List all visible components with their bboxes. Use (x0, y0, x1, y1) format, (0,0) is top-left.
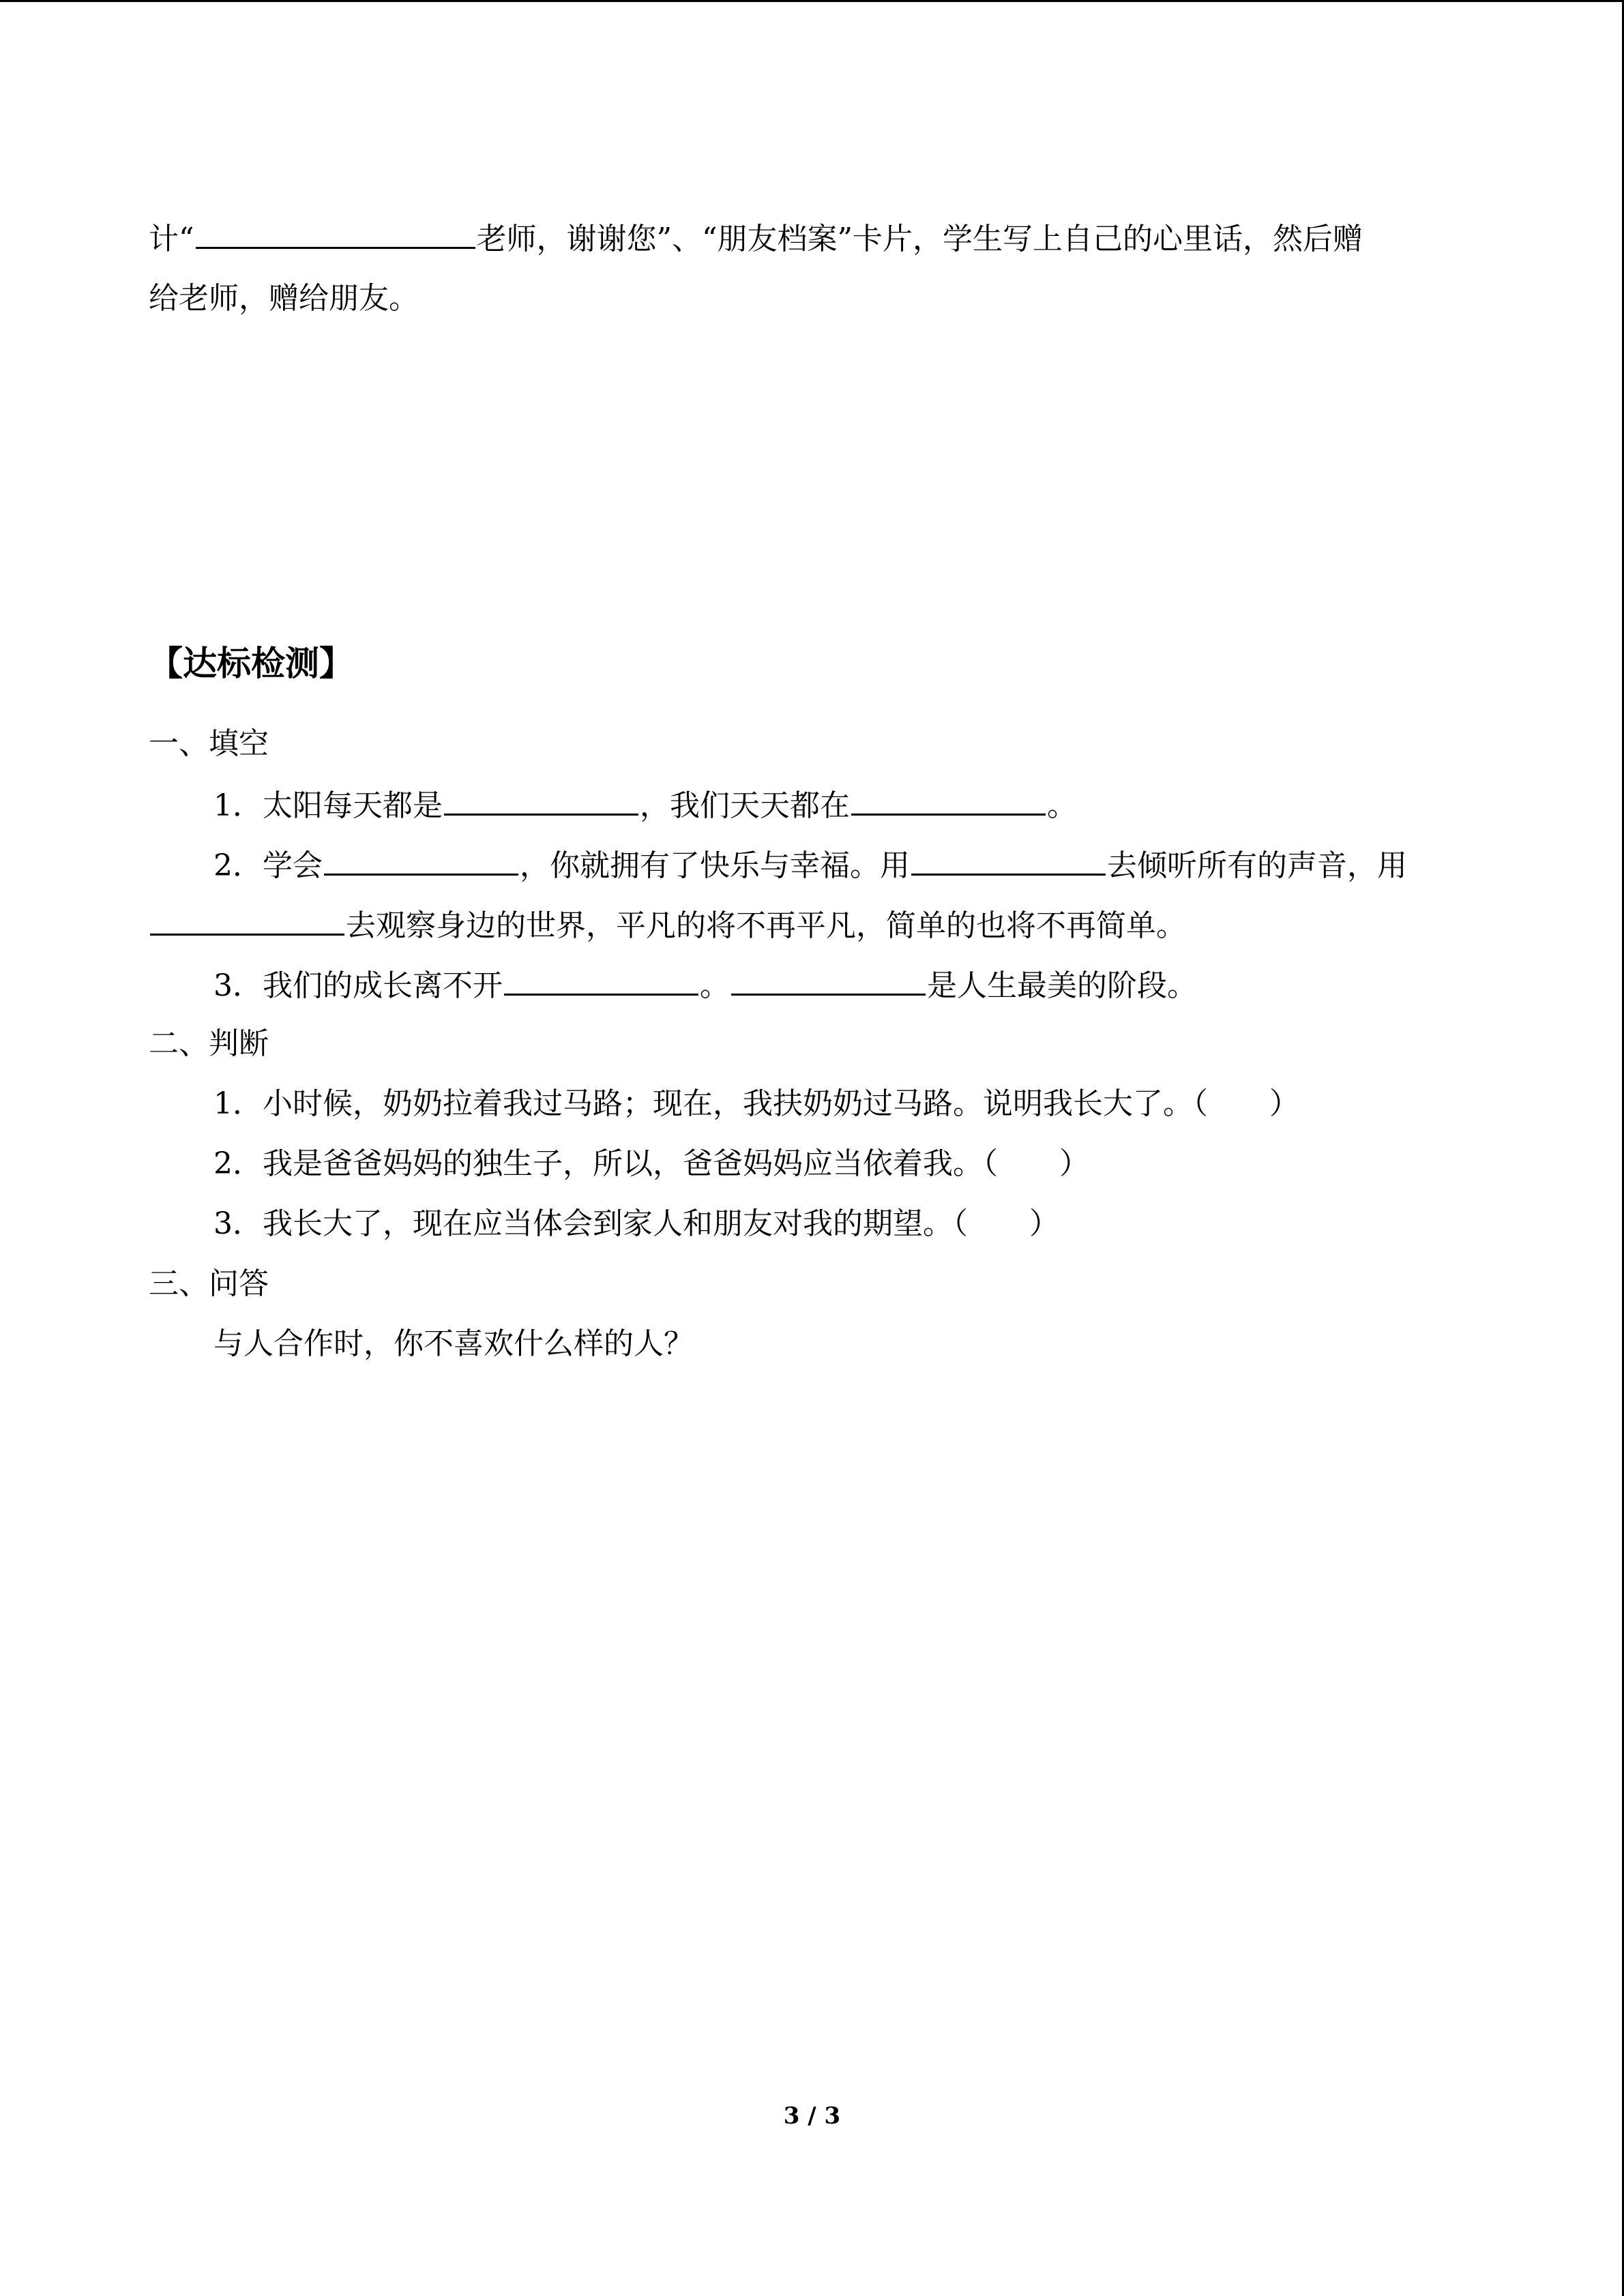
page-number: 3 / 3 (783, 2102, 841, 2130)
part3-question-1: 与人合作时，你不喜欢什么样的人？ (213, 1326, 694, 1361)
fill-blank[interactable] (444, 784, 638, 816)
fill-blank[interactable] (504, 964, 698, 996)
fill-blank[interactable] (911, 844, 1106, 876)
part1-heading: 一、填空 (149, 726, 269, 761)
fill-blank[interactable] (150, 904, 344, 936)
part1-question-1: 1．太阳每天都是 ，我们天天都在 。 (213, 784, 1077, 826)
part2-heading: 二、判断 (149, 1026, 269, 1061)
intro-line-2: 给老师，赠给朋友。 (149, 281, 419, 316)
part2-question-2: 2．我是爸爸妈妈的独生子，所以，爸爸妈妈应当依着我。（ ） (213, 1146, 1089, 1181)
fill-blank[interactable] (196, 217, 475, 249)
fill-blank[interactable] (731, 964, 926, 996)
part1-question-2-cont: 去观察身边的世界，平凡的将不再平凡，简单的也将不再简单。 (149, 904, 1186, 946)
fill-blank[interactable] (851, 784, 1046, 816)
section-title: 【达标检测】 (149, 643, 353, 683)
fill-blank[interactable] (324, 844, 518, 876)
part1-question-2: 2．学会 ，你就拥有了快乐与幸福。用 去倾听所有的声音，用 (213, 844, 1407, 886)
part2-question-1: 1．小时候，奶奶拉着我过马路；现在，我扶奶奶过马路。说明我长大了。（ ） (213, 1086, 1299, 1121)
part2-question-3: 3．我长大了，现在应当体会到家人和朋友对我的期望。（ ） (213, 1206, 1059, 1241)
intro-line-1: 计“ 老师，谢谢您”、“朋友档案”卡片，学生写上自己的心里话，然后赠 (149, 217, 1363, 260)
part3-heading: 三、问答 (149, 1266, 269, 1301)
part1-question-3: 3．我们的成长离不开 。 是人生最美的阶段。 (213, 964, 1197, 1007)
